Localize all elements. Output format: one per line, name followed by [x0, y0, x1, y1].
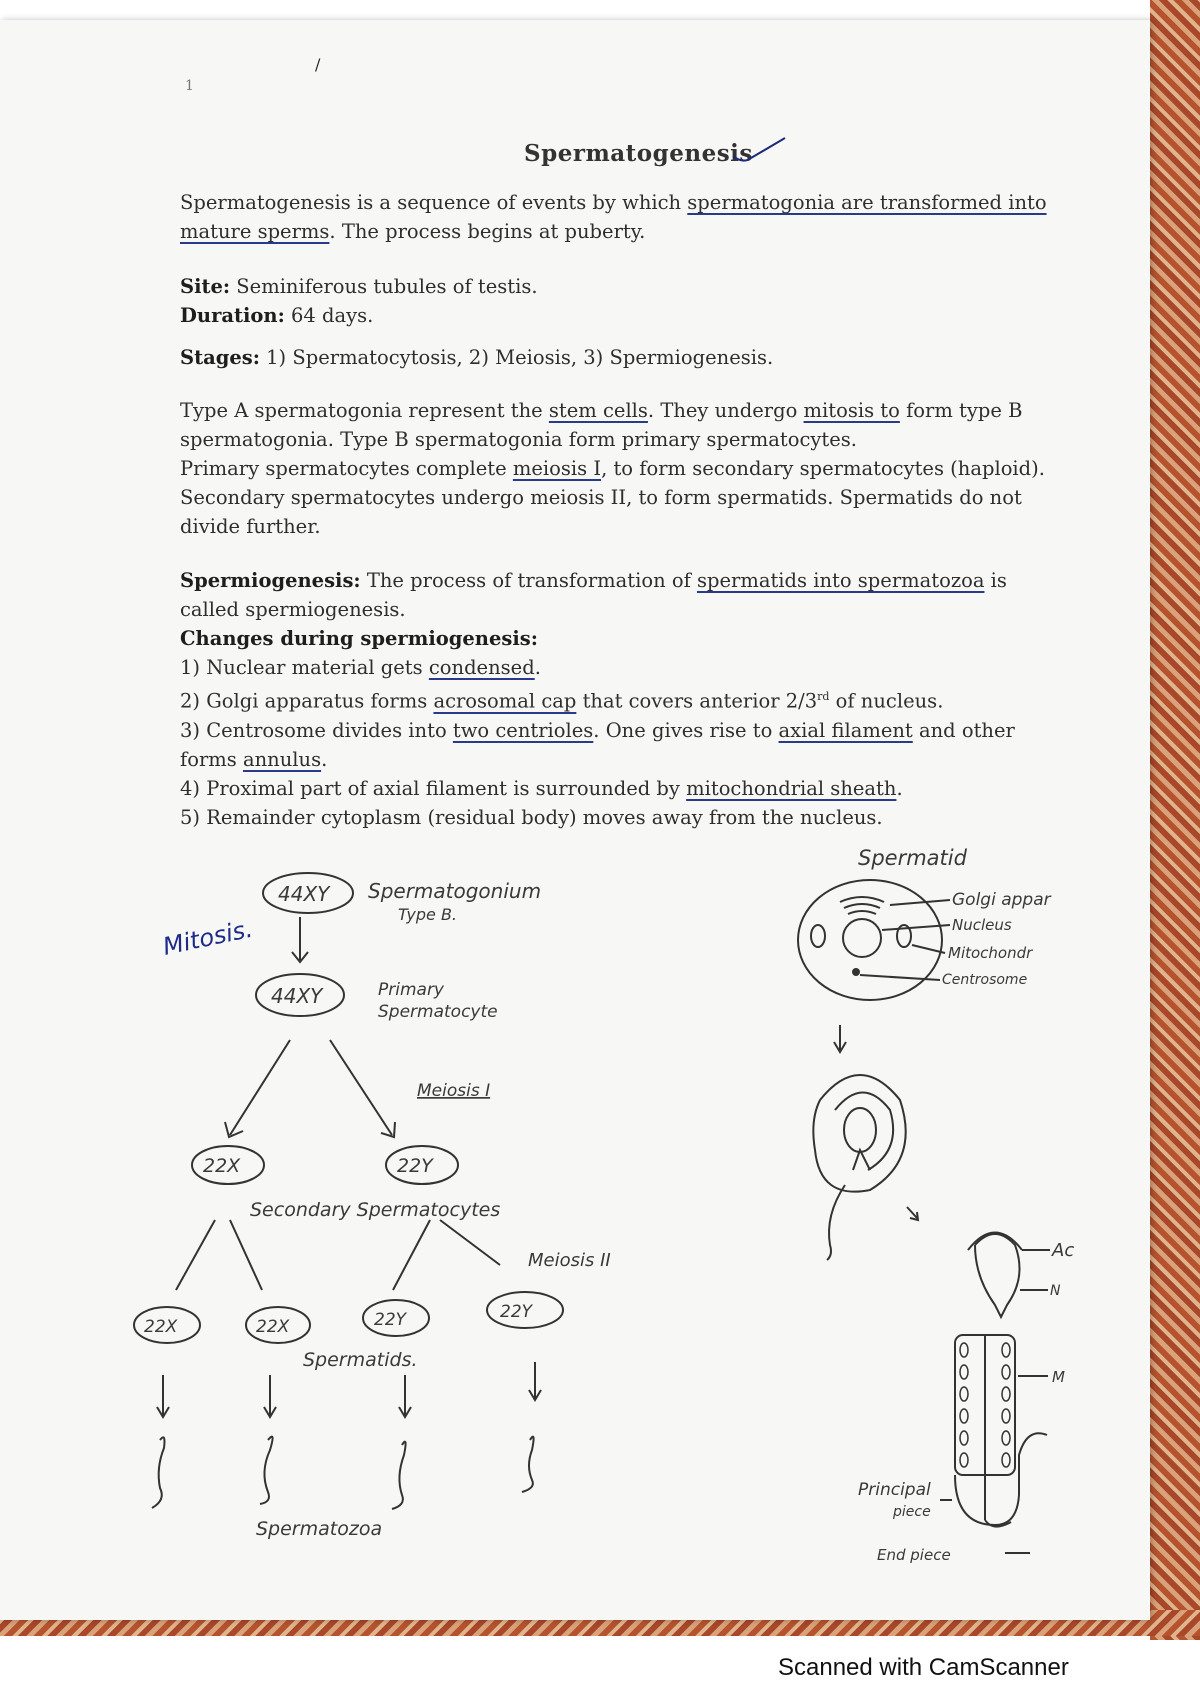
centrosome-label: Centrosome [942, 972, 1028, 988]
spermatozoa-label: Spermatozoa [256, 1518, 383, 1540]
spermatogonium-karyotype: 44XY [278, 882, 330, 906]
change-2-c: of nucleus. [829, 689, 944, 713]
change-3-c: and other forms [180, 718, 1015, 771]
spermatogonium-label: Spermatogonium [368, 879, 542, 903]
page-number: 1 [185, 78, 194, 94]
change-3-a: 3) Centrosome divides into [180, 718, 453, 742]
change-3-underlined-2: axial filament [778, 718, 913, 742]
intro-underlined: spermatogonia are transformed into mature sperms [180, 191, 1047, 243]
duration-value: 64 days. [284, 304, 374, 327]
principal-piece-label-2: piece [893, 1504, 931, 1520]
change-4-underlined: mitochondrial sheath [686, 776, 897, 800]
acrosome-label: Ac [1052, 1240, 1075, 1261]
stages-l3: Secondary spermatocytes undergo meiosis II, to form spermatids. Spermatids do not divide further. [180, 486, 1022, 538]
scanner-footer-text: Scanned with CamScanner [778, 1654, 1069, 1681]
stages-l2-a: Primary spermatocytes complete [180, 457, 513, 480]
change-2-b: that covers anterior 2/3 [576, 689, 818, 713]
stages-l1-c: form type B spermatogonia. Type B spermatogonia form primary spermatocytes. [180, 399, 1023, 451]
spermiogenesis-label: Spermiogenesis: [180, 569, 361, 592]
mitosis-note: Mitosis. [160, 914, 256, 961]
secondary-karyotype-2: 22Y [397, 1155, 433, 1177]
page-title [524, 140, 753, 167]
change-1-a: 1) Nuclear material gets [180, 656, 429, 679]
nucleus-short-label: N [1050, 1283, 1061, 1299]
spermatid-karyotype-2: 22X [256, 1317, 290, 1337]
primary-karyotype: 44XY [271, 984, 323, 1008]
stages-value: 1) Spermatocytosis, 2) Meiosis, 3) Spermiogenesis. [259, 346, 774, 369]
change-3-underlined-1: two centrioles [452, 718, 594, 742]
change-1-underlined: condensed [428, 656, 535, 679]
meiosis-i-note: Meiosis I [417, 1081, 491, 1101]
fabric-background-right [1150, 0, 1200, 1640]
pen-mark: / [315, 55, 321, 74]
stages-l1-b: . They undergo [647, 399, 804, 422]
change-4-a: 4) Proximal part of axial filament is surrounded by [180, 776, 687, 800]
intro-paragraph [180, 188, 1070, 246]
spermatid-title: Spermatid [858, 846, 967, 870]
checkmark-icon [729, 134, 789, 164]
mitosis-underlined: mitosis to [803, 399, 900, 422]
change-2-underlined: acrosomal cap [433, 689, 577, 713]
change-3-d: . [321, 747, 328, 771]
change-2-a: 2) Golgi apparatus forms [180, 689, 434, 713]
middle-piece-short-label: M [1052, 1368, 1065, 1386]
secondary-label: Secondary Spermatocytes [250, 1199, 501, 1221]
changes-label: Changes during spermiogenesis: [180, 627, 538, 650]
primary-label-1: Primary [378, 980, 444, 1000]
spermiogenesis-def-b: is called spermiogenesis. [180, 569, 1007, 621]
spermatids-label: Spermatids. [303, 1349, 418, 1371]
nucleus-label: Nucleus [952, 916, 1012, 934]
change-1-b: . [534, 656, 541, 679]
spermatid-karyotype-1: 22X [144, 1317, 178, 1337]
stages-label: Stages: [180, 346, 260, 369]
spermatid-karyotype-3: 22Y [374, 1310, 407, 1330]
meiosis-ii-note: Meiosis II [528, 1250, 611, 1271]
golgi-label: Golgi appar [952, 890, 1051, 910]
principal-piece-label-1: Principal [858, 1480, 931, 1500]
site-value: Seminiferous tubules of testis. [230, 275, 538, 298]
duration-label: Duration: [180, 304, 285, 327]
end-piece-label: End piece [877, 1546, 951, 1564]
change-5: 5) Remainder cytoplasm (residual body) moves away from the nucleus. [180, 805, 883, 829]
spermatid-karyotype-4: 22Y [500, 1302, 533, 1322]
stages-l2-b: , to form secondary spermatocytes (haploid). [601, 457, 1045, 480]
intro-text-b: . The process begins at puberty. [329, 220, 646, 243]
primary-label-2: Spermatocyte [378, 1002, 498, 1022]
stages-l1-a: Type A spermatogonia represent the [180, 399, 549, 422]
site-label: Site: [180, 275, 231, 298]
scanner-footer [0, 1640, 1200, 1698]
change-2-sup: rd [817, 690, 830, 703]
spermatogonium-type: Type B. [398, 905, 457, 924]
spermiogenesis-section [180, 566, 1070, 832]
change-3-b: . One gives rise to [593, 718, 779, 742]
facts-block [180, 272, 1070, 372]
meiosis-i-underlined: meiosis I [512, 457, 602, 480]
title-text: Spermatogenesis [524, 140, 753, 167]
change-3-underlined-3: annulus [242, 747, 322, 771]
stages-paragraph [180, 396, 1070, 541]
spermiogenesis-def-a: The process of transformation of [360, 569, 697, 592]
mitochondria-label: Mitochondr [948, 944, 1033, 962]
secondary-karyotype-1: 22X [203, 1155, 241, 1177]
stem-cells-underlined: stem cells [548, 399, 648, 422]
change-4-b: . [896, 776, 903, 800]
intro-text-a: Spermatogenesis is a sequence of events by which [180, 191, 688, 214]
spermiogenesis-def-underlined: spermatids into spermatozoa [697, 569, 985, 592]
